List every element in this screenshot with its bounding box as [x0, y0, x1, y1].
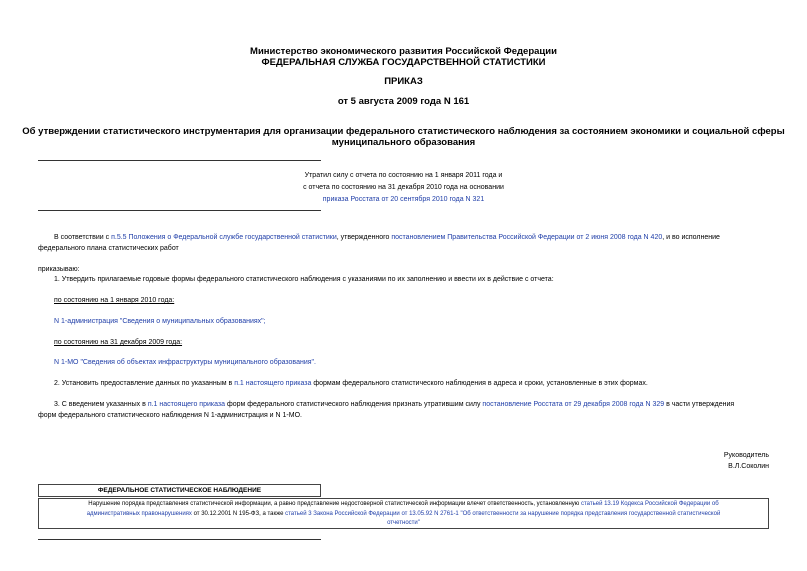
- document-title-line1: Об утверждении статистического инструментария для организации федерального статистического наблюдения за состоянием экономики и социальной сферы: [22, 126, 785, 137]
- document-title-line2: муниципального образования: [331, 137, 476, 148]
- liability-text-a: Нарушение порядка представления статистической информации, а равно представление недостоверной статистической информации влечет ответственность, установленную: [88, 501, 580, 507]
- divider-top: [38, 160, 321, 161]
- item-3-line2: форм федерального статистического наблюдения N 1-администрация и N 1-МО.: [38, 412, 302, 419]
- signature-name: В.Л.Соколин: [728, 463, 769, 470]
- signature-role: Руководитель: [723, 452, 769, 459]
- item-2-text-a: 2. Установить предоставление данных по указанным в: [54, 380, 233, 387]
- preamble-line1: [38, 233, 769, 243]
- document-date: от 5 августа 2009 года N 161: [337, 96, 470, 107]
- ministry-name: Министерство экономического развития Российской Федерации: [250, 46, 557, 57]
- date-2: по состоянию на 31 декабря 2009 года:: [54, 339, 183, 346]
- status-notice-line1: Утратил силу с отчета по состоянию на 1 января 2011 года и: [304, 172, 503, 179]
- item-3-link-p1[interactable]: п.1: [147, 401, 158, 408]
- service-name: ФЕДЕРАЛЬНАЯ СЛУЖБА ГОСУДАРСТВЕННОЙ СТАТИСТИКИ: [261, 57, 546, 68]
- liability-text-b: от 30.12.2001 N 195-ФЗ, а также: [193, 510, 284, 517]
- preamble-link-regulation[interactable]: п.5.5 Положения о Федеральной службе государственной статистики: [111, 234, 337, 241]
- item-2: [54, 379, 648, 389]
- liability-link-code[interactable]: статьей 13.19 Кодекса Российской Федерации об: [580, 501, 719, 507]
- item-3-text-b: форм федерального статистического наблюдения признать утратившим силу: [226, 401, 481, 408]
- liability-notice-box: [38, 498, 769, 529]
- preamble-mid: , утвержденного: [336, 234, 390, 241]
- status-notice-line2: с отчета по состоянию на 31 декабря 2010 года на основании: [303, 184, 504, 191]
- preamble-line2: федерального плана статистических работ: [38, 245, 179, 252]
- form-heading-box: [38, 484, 321, 497]
- form-2-wrap: [54, 358, 316, 368]
- item-1: 1. Утвердить прилагаемые годовые формы федерального статистического наблюдения с указаниями по их заполнению и ввести их в действие с отчета:: [54, 276, 554, 283]
- form-1-link[interactable]: N 1-администрация "Сведения о муниципальных образованиях";: [54, 318, 266, 325]
- divider-bottom: [38, 210, 321, 211]
- item-3-text-a: 3. С введением указанных в: [54, 401, 146, 408]
- item-3-link-order[interactable]: настоящего приказа: [159, 401, 226, 408]
- liability-notice: [43, 500, 764, 529]
- form-heading: ФЕДЕРАЛЬНОЕ СТАТИСТИЧЕСКОЕ НАБЛЮДЕНИЕ: [97, 487, 262, 494]
- status-notice-link[interactable]: приказа Росстата от 20 сентября 2010 года N 321: [322, 196, 485, 203]
- item-3-link-resolution[interactable]: постановление Росстата от 29 декабря 2008 года N 329: [482, 401, 665, 408]
- preamble-suffix: , и во исполнение: [662, 234, 720, 241]
- item-2-link-p1[interactable]: п.1: [234, 380, 244, 387]
- item-3-line1: [54, 400, 734, 410]
- form-2-link[interactable]: N 1-МО "Сведения об объектах инфраструктуры муниципального образования".: [54, 359, 316, 366]
- status-notice-link-wrap: [0, 196, 807, 203]
- liability-link-law-b[interactable]: отчетности": [387, 520, 420, 526]
- liability-link-code-b[interactable]: административных правонарушениях: [86, 510, 192, 517]
- item-3-text-c: в части утверждения: [666, 401, 735, 408]
- date-1: по состоянию на 1 января 2010 года:: [54, 297, 175, 304]
- document-type: ПРИКАЗ: [384, 76, 423, 87]
- form-1-wrap: [54, 317, 266, 327]
- item-2-text-b: формам федерального статистического наблюдения в адреса и сроки, установленные в этих формах.: [313, 380, 648, 387]
- item-2-link-order[interactable]: настоящего приказа: [245, 380, 312, 387]
- preamble-prefix: В соответствии с: [54, 234, 110, 241]
- liability-link-law[interactable]: статьей 3 Закона Российской Федерации от 13.05.92 N 2761-1 "Об ответственности за нарушение порядка представления государственной статистической: [285, 510, 721, 517]
- preamble-link-decree[interactable]: постановлением Правительства Российской Федерации от 2 июня 2008 года N 420: [391, 234, 663, 241]
- order-word: приказываю:: [38, 266, 80, 273]
- divider-footer: [38, 539, 321, 540]
